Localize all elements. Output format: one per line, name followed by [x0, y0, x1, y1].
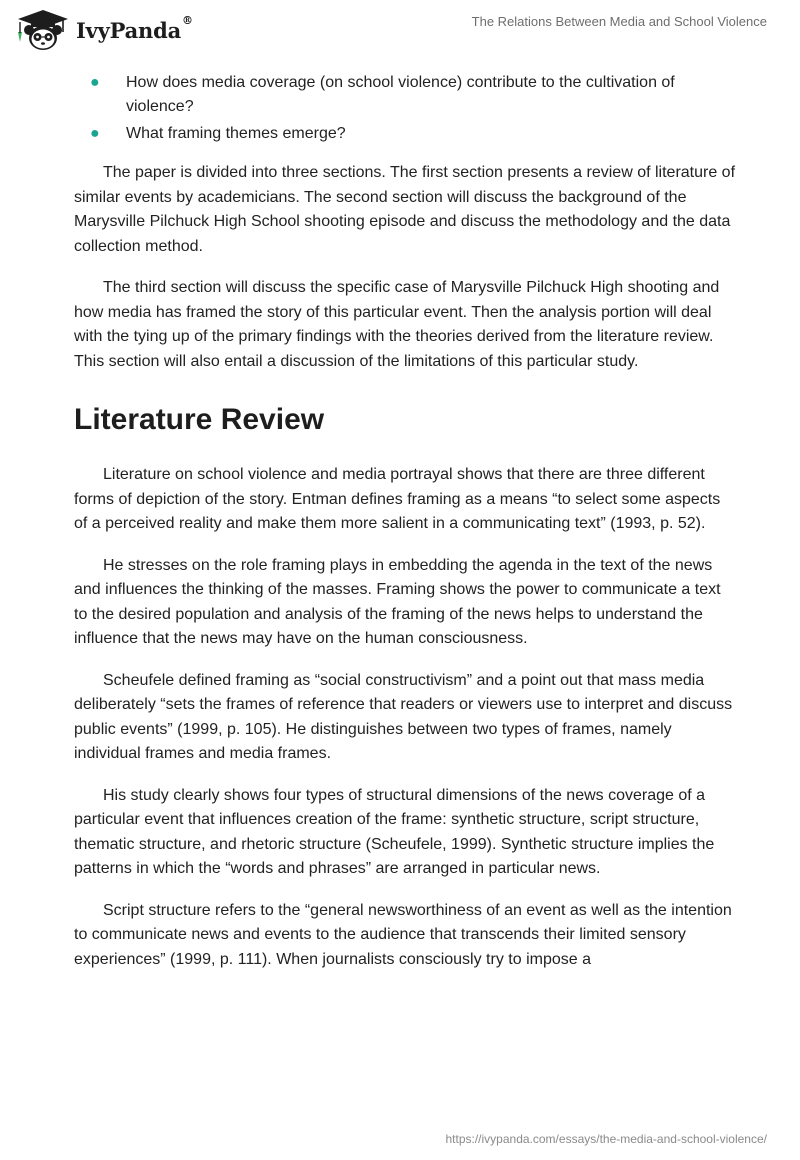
ivypanda-logo[interactable] — [14, 8, 193, 52]
page-header — [0, 0, 800, 60]
question-text: How does media coverage (on school violence) contribute to the cultivation of violence? — [126, 74, 675, 115]
list-item — [74, 122, 736, 146]
list-item — [74, 71, 736, 119]
paragraph: Script structure refers to the “general newsworthiness of an event as well as the intention to communicate news and events to the audience that transcends their limited sensory experiences” (1999, p. 111). When journalists consciously try to impose a — [74, 901, 732, 968]
paragraph: Literature on school violence and media portrayal shows that there are three different forms of depiction of the story. Entman defines framing as a means “to select some aspects of a perceived reality and make them more salient in a communicating text” (1993, p. 52). — [74, 466, 721, 532]
bullet-icon: ● — [90, 74, 100, 91]
bullet-icon: ● — [90, 125, 100, 142]
registered-mark: ® — [182, 13, 193, 27]
essay-body — [74, 71, 736, 989]
paragraph: His study clearly shows four types of structural dimensions of the news coverage of a particular event that influences creation of the frame: synthetic structure, script structure, thematic structure, and rhetoric structure (Scheufele, 1999). Synthetic structure implies the patterns in which the “words and phrases” are arranged in particular news. — [74, 786, 715, 877]
source-url[interactable]: https://ivypanda.com/essays/the-media-and-school-violence/ — [445, 1132, 767, 1146]
research-questions-list — [74, 71, 736, 146]
paragraph: Scheufele defined framing as “social constructivism” and a point out that mass media deliberately “sets the frames of reference that readers or viewers use to interpret and discuss public events” (1999, p. 105). He distinguishes between two types of frames, namely individual frames and media frames. — [74, 671, 733, 762]
panda-graduate-icon — [14, 8, 72, 52]
paragraph: The paper is divided into three sections. The first section presents a review of literature of similar events by academicians. The second section will discuss the background of the Marysville Pilchuck High School shooting episode and discuss the methodology and the data collection method. — [74, 164, 736, 255]
document-title: The Relations Between Media and School Violence — [471, 14, 767, 29]
question-text: What framing themes emerge? — [126, 125, 346, 142]
paragraph: He stresses on the role framing plays in embedding the agenda in the text of the news and influences the thinking of the masses. Framing shows the power to communicate a text to the desired population and analysis of the framing of the news helps to understand the influence that the news may have on the human consciousness. — [74, 556, 721, 647]
section-heading: Literature Review — [74, 403, 325, 436]
brand-name: IvyPanda® — [76, 13, 193, 43]
paragraph: The third section will discuss the specific case of Marysville Pilchuck High shooting and how media has framed the story of this particular event. Then the analysis portion will deal with the tying up of the primary findings with the theories derived from the literature review. This section will also entail a discussion of the limitations of this particular study. — [74, 279, 720, 370]
